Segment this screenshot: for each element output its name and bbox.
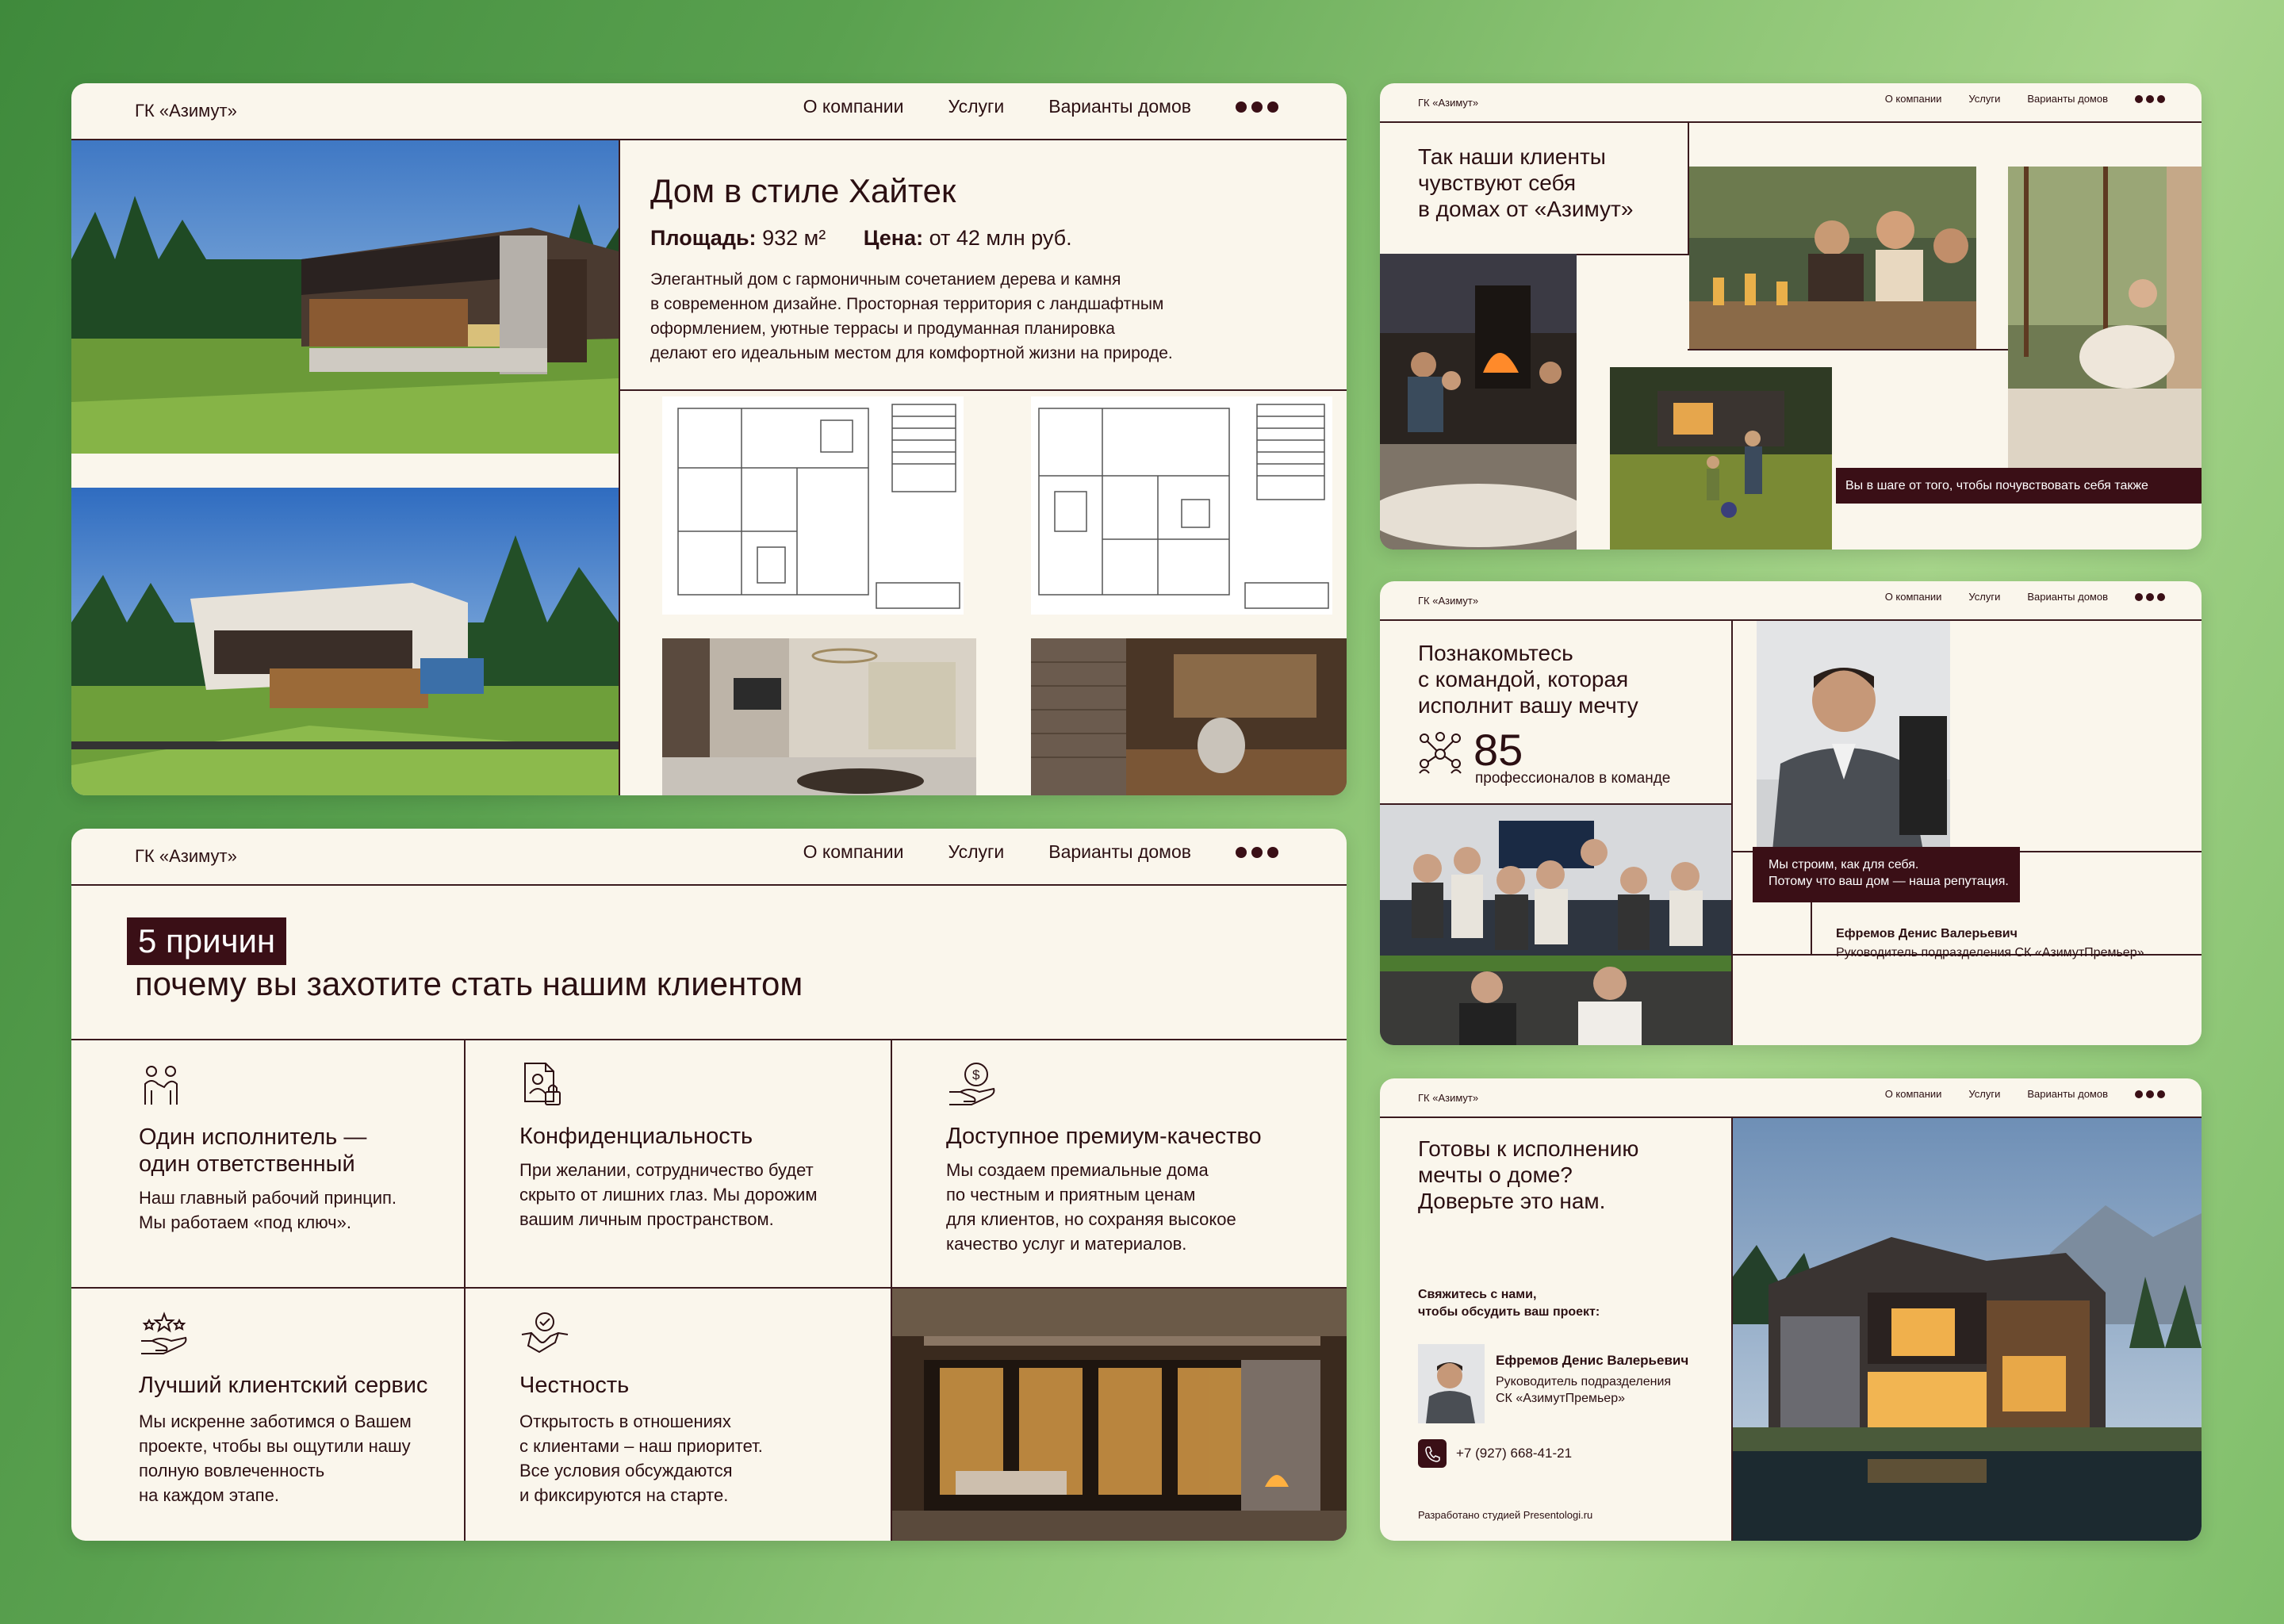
handshake-people-icon: [141, 1065, 181, 1106]
clients-caption: Вы в шаге от того, чтобы почувствовать себя также: [1836, 468, 2202, 504]
hand-coin-icon: [948, 1060, 997, 1108]
contact-title: Готовы к исполнению мечты о доме? Доверьте это нам.: [1418, 1136, 1639, 1213]
manager-portrait-photo: [1757, 621, 1950, 851]
reasons-headline: почему вы захотите стать нашим клиентом: [135, 965, 803, 1002]
reason-4-text: Мы искренне заботимся о Вашем проекте, чтобы вы ощутили нашу полную вовлеченность на каждом этапе.: [139, 1411, 412, 1505]
more-menu-icon[interactable]: [1236, 102, 1278, 113]
handshake-check-icon: [520, 1311, 569, 1354]
reason-1-title: Один исполнитель — один ответственный: [139, 1124, 367, 1177]
house-exterior-photo-1: [71, 140, 619, 454]
reason-4-title: Лучший клиентский сервис: [139, 1373, 428, 1398]
team-count: 85: [1473, 725, 1523, 775]
nav-link-houses[interactable]: Варианты домов: [2027, 93, 2108, 105]
reasons-badge: 5 причин: [127, 917, 286, 965]
top-nav: [1380, 1078, 2202, 1118]
contact-avatar: [1418, 1344, 1485, 1423]
family-fireplace-photo: [1380, 254, 1577, 550]
nav-link-houses[interactable]: Варианты домов: [1048, 841, 1191, 862]
reason-5-title: Честность: [519, 1373, 630, 1398]
studio-credit[interactable]: Разработано студией Presentologi.ru: [1418, 1509, 1593, 1521]
team-network-icon: [1418, 732, 1462, 775]
brand-logo[interactable]: ГК «Азимут»: [135, 101, 237, 121]
confidential-document-icon: [522, 1062, 563, 1108]
contact-person-role: Руководитель подразделения СК «АзимутПремьер»: [1496, 1375, 1672, 1405]
contact-person-name: Ефремов Денис Валерьевич: [1496, 1353, 1689, 1368]
lake-house-photo: [1733, 1118, 2202, 1541]
more-menu-icon[interactable]: [2135, 1090, 2165, 1098]
nav-link-about[interactable]: О компании: [1884, 591, 1942, 603]
nav-link-houses[interactable]: Варианты домов: [2027, 1088, 2108, 1100]
nav-link-about[interactable]: О компании: [803, 96, 904, 117]
brand-logo[interactable]: ГК «Азимут»: [135, 846, 237, 866]
brand-logo[interactable]: ГК «Азимут»: [1418, 1092, 1479, 1104]
nav-link-houses[interactable]: Варианты домов: [2027, 591, 2108, 603]
house-exterior-photo-2: [71, 488, 619, 795]
reason-1-text: Наш главный рабочий принцип. Мы работаем «под ключ».: [139, 1188, 397, 1232]
slide-reasons: [71, 829, 1347, 1541]
area-label: Площадь:: [650, 226, 757, 250]
top-nav: [71, 829, 1347, 886]
slide-hightech-house: [71, 83, 1347, 795]
floor-plan-2: [1031, 396, 1332, 615]
interior-photo-living: [662, 638, 976, 795]
slide-contact: [1380, 1078, 2202, 1541]
contact-phone[interactable]: +7 (927) 668-41-21: [1456, 1446, 1573, 1461]
reason-2-title: Конфиденциальность: [519, 1124, 753, 1149]
team-quote: Мы строим, как для себя. Потому что ваш дом — наша репутация.: [1753, 847, 2020, 902]
price-value: от 42 млн руб.: [929, 226, 1072, 250]
top-nav: [1380, 581, 2202, 621]
interior-photo-hall: [1031, 638, 1347, 795]
reason-3-text: Мы создаем премиальные дома по честным и приятным ценам для клиентов, но сохраняя высокое качество услуг и материалов.: [946, 1160, 1236, 1254]
nav-link-about[interactable]: О компании: [1884, 93, 1942, 105]
team-count-caption: профессионалов в команде: [1475, 770, 1671, 787]
brand-logo[interactable]: ГК «Азимут»: [1418, 97, 1479, 109]
top-nav: [71, 83, 1347, 140]
nav-link-services[interactable]: Услуги: [1968, 93, 2001, 105]
family-dinner-photo: [1689, 167, 1976, 349]
house-title: Дом в стиле Хайтек: [650, 172, 956, 209]
more-menu-icon[interactable]: [1236, 847, 1278, 858]
svg-text:$: $: [972, 1067, 980, 1082]
hand-stars-icon: [140, 1311, 189, 1355]
nav-link-services[interactable]: Услуги: [948, 96, 1005, 117]
contact-cta: Свяжитесь с нами, чтобы обсудить ваш проект:: [1418, 1288, 1600, 1319]
team-person-role: Руководитель подразделения СК «АзимутПремьер»: [1836, 946, 2144, 959]
top-nav: [1380, 83, 2202, 123]
nav-link-services[interactable]: Услуги: [1968, 591, 2001, 603]
area-value: 932 м²: [762, 226, 826, 250]
nav-link-houses[interactable]: Варианты домов: [1048, 96, 1191, 117]
nav-link-about[interactable]: О компании: [1884, 1088, 1942, 1100]
phone-icon[interactable]: [1418, 1439, 1447, 1468]
house-description: Элегантный дом с гармоничным сочетанием дерева и камня в современном дизайне. Просторная территория с ландшафтным оформлением, уютные террасы и продуманная планировка делают его идеальным местом для комфортной жизни на природе.: [650, 270, 1173, 362]
reason-2-text: При желании, сотрудничество будет скрыто от лишних глаз. Мы дорожим вашим личным пространством.: [519, 1160, 818, 1229]
nav-link-services[interactable]: Услуги: [1968, 1088, 2001, 1100]
more-menu-icon[interactable]: [2135, 95, 2165, 103]
clients-title: Так наши клиенты чувствуют себя в домах от «Азимут»: [1418, 144, 1634, 221]
brand-logo[interactable]: ГК «Азимут»: [1418, 595, 1479, 607]
team-person-name: Ефремов Денис Валерьевич: [1836, 927, 2018, 940]
slide-clients: [1380, 83, 2202, 550]
evening-house-photo: [892, 1289, 1347, 1541]
reason-5-text: Открытость в отношениях с клиентами – наш приоритет. Все условия обсуждаются и фиксируются на старте.: [519, 1411, 763, 1505]
nav-link-about[interactable]: О компании: [803, 841, 904, 862]
slide-team: [1380, 581, 2202, 1045]
price-label: Цена:: [863, 226, 924, 250]
nav-link-services[interactable]: Услуги: [948, 841, 1005, 862]
team-title: Познакомьтесь с командой, которая исполнит вашу мечту: [1418, 641, 1638, 718]
woman-reading-photo: [2008, 167, 2202, 476]
more-menu-icon[interactable]: [2135, 593, 2165, 601]
floor-plan-1: [662, 396, 964, 615]
team-group-photo: [1380, 805, 1731, 1045]
father-son-garden-photo: [1610, 367, 1832, 550]
reason-3-title: Доступное премиум-качество: [946, 1124, 1262, 1149]
